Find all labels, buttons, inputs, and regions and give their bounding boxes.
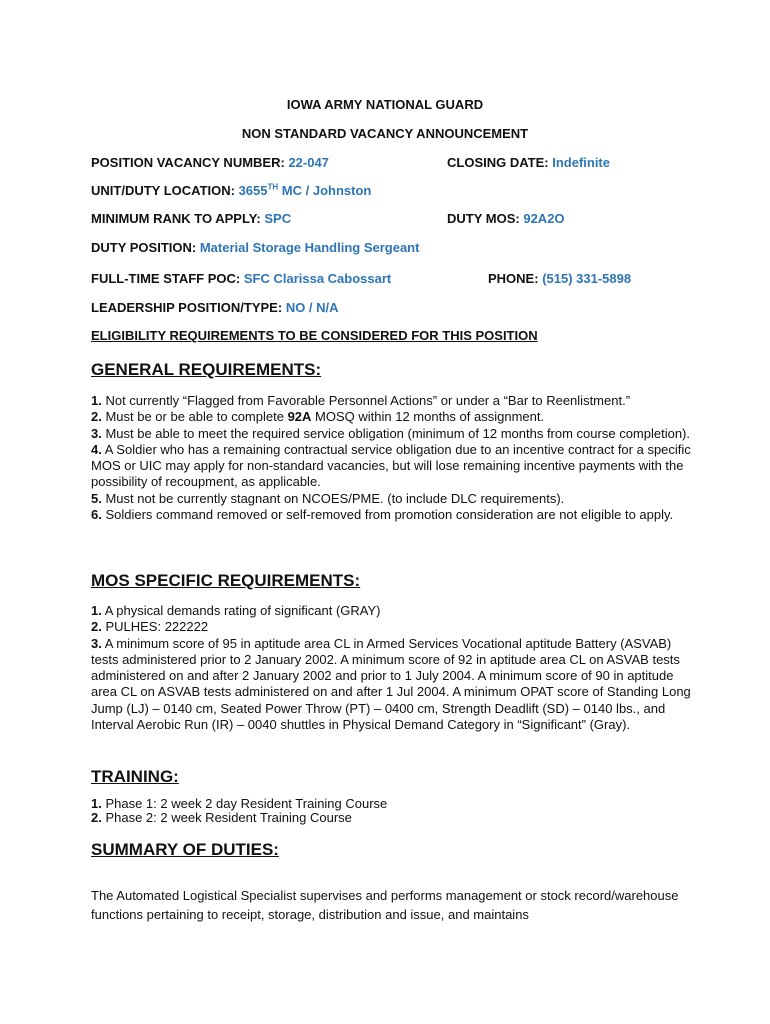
mos-requirements-list — [91, 603, 691, 733]
mos-requirements-heading: MOS SPECIFIC REQUIREMENTS: — [91, 571, 361, 590]
list-item: 5. Must not be currently stagnant on NCOES/PME. (to include DLC requirements). — [91, 490, 565, 506]
unit-duty-location: UNIT/DUTY LOCATION: 3655TH MC / Johnston — [91, 182, 372, 198]
phone: PHONE: (515) 331-5898 — [488, 271, 632, 286]
eligibility-heading: ELIGIBILITY REQUIREMENTS TO BE CONSIDERED FOR THIS POSITION — [91, 328, 538, 343]
org-title: IOWA ARMY NATIONAL GUARD — [286, 97, 484, 112]
duty-position: DUTY POSITION: Material Storage Handling Sergeant — [91, 240, 420, 255]
list-item: 4. A Soldier who has a remaining contractual service obligation due to an incentive contract for a specific MOS or UIC may apply for non-standard vacancies, but will lose remaining incentive payments with the possibility of recoupment, as applicable. — [91, 441, 691, 490]
list-item: 2. Phase 2: 2 week Resident Training Course — [91, 810, 352, 825]
list-item: 1. Phase 1: 2 week 2 day Resident Training Course — [91, 796, 388, 811]
staff-poc: FULL-TIME STAFF POC: SFC Clarissa Cabossart — [91, 271, 392, 286]
position-vacancy-number: POSITION VACANCY NUMBER: 22-047 — [91, 155, 329, 170]
leadership-position: LEADERSHIP POSITION/TYPE: NO / N/A — [91, 300, 339, 315]
summary-heading: SUMMARY OF DUTIES: — [91, 840, 279, 859]
duty-mos: DUTY MOS: 92A2O — [447, 211, 565, 226]
announcement-title: NON STANDARD VACANCY ANNOUNCEMENT — [241, 126, 529, 141]
list-item: 2. PULHES: 222222 — [91, 619, 209, 635]
minimum-rank: MINIMUM RANK TO APPLY: SPC — [91, 211, 292, 226]
general-requirements-heading: GENERAL REQUIREMENTS: — [91, 360, 322, 379]
list-item: 1. A physical demands rating of significant (GRAY) — [91, 603, 381, 618]
list-item: 6. Soldiers command removed or self-removed from promotion consideration are not eligible to apply. — [91, 507, 674, 523]
list-item: 3. A minimum score of 95 in aptitude area CL in Armed Services Vocational aptitude Battery (ASVAB) tests administered prior to 2 January 2002. A minimum score of 92 in aptitude area CL on ASVAB tests administered on and after 2 January 2002 and prior to 1 July 2004. A minimum score of 90 in aptitude area CL on ASVAB tests administered on and after 1 Jul 2004. A minimum OPAT score of Standing Long Jump (LJ) – 0140 cm, Seated Power Throw (PT) – 0400 cm, Strength Deadlift (SD) – 0140 lbs., and Interval Aerobic Run (IR) – 0040 shuttles in Physical Demand Category in “Significant” (Gray). — [91, 635, 691, 733]
training-heading: TRAINING: — [91, 767, 179, 786]
list-item: 2. Must be or be able to complete 92A MOSQ within 12 months of assignment. — [91, 409, 545, 425]
training-list — [91, 797, 691, 825]
list-item: 1. Not currently “Flagged from Favorable Personnel Actions” or under a “Bar to Reenlistment.” — [91, 393, 631, 408]
general-requirements-list — [91, 393, 691, 523]
list-item: 3. Must be able to meet the required service obligation (minimum of 12 months from course completion). — [91, 425, 690, 441]
summary-text: The Automated Logistical Specialist supervises and performs management or stock record/warehouse functions pertaining to receipt, storage, distribution and issue, and maintains — [91, 888, 679, 922]
closing-date: CLOSING DATE: Indefinite — [447, 155, 610, 170]
